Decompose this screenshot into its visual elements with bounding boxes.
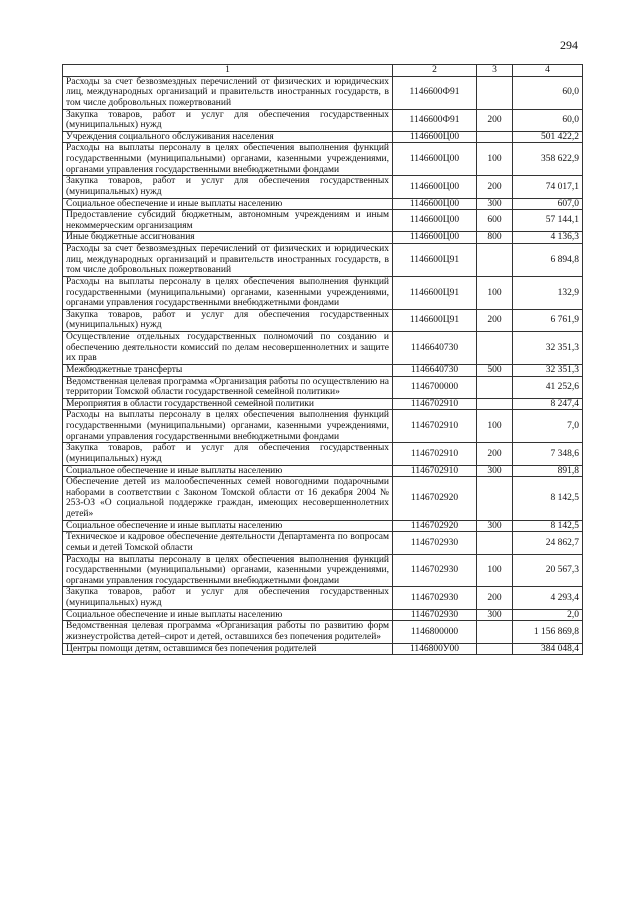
row-code-cell: 1146702930: [393, 532, 477, 554]
row-sum-cell: 60,0: [513, 76, 583, 109]
row-sum-cell: 132,9: [513, 276, 583, 309]
row-sum-cell: 384 048,4: [513, 643, 583, 655]
row-code-cell: 1146702910: [393, 443, 477, 465]
row-expense-type-cell: [477, 244, 513, 277]
row-code-cell: 1146600Ф91: [393, 76, 477, 109]
row-name-cell: Межбюджетные трансферты: [63, 364, 393, 376]
row-expense-type-cell: 300: [477, 609, 513, 621]
row-code-cell: 1146702930: [393, 554, 477, 587]
row-expense-type-cell: 200: [477, 443, 513, 465]
row-sum-cell: 20 567,3: [513, 554, 583, 587]
row-sum-cell: 607,0: [513, 198, 583, 210]
table-row: [63, 109, 583, 131]
row-sum-cell: 6 894,8: [513, 244, 583, 277]
row-name-cell: Закупка товаров, работ и услуг для обеспечения государственных (муниципальных) нужд: [63, 109, 393, 131]
row-code-cell: 1146640730: [393, 364, 477, 376]
row-expense-type-cell: 300: [477, 465, 513, 477]
table-row: [63, 309, 583, 331]
row-sum-cell: 8 247,4: [513, 398, 583, 410]
row-expense-type-cell: [477, 398, 513, 410]
row-expense-type-cell: [477, 131, 513, 143]
table-row: [63, 364, 583, 376]
row-name-cell: Социальное обеспечение и иные выплаты населению: [63, 520, 393, 532]
table-row: [63, 443, 583, 465]
row-sum-cell: 57 144,1: [513, 210, 583, 232]
table-row: [63, 176, 583, 198]
row-expense-type-cell: [477, 76, 513, 109]
row-name-cell: Закупка товаров, работ и услуг для обеспечения государственных (муниципальных) нужд: [63, 176, 393, 198]
row-expense-type-cell: 500: [477, 364, 513, 376]
row-name-cell: Осуществление отдельных государственных полномочий по созданию и обеспечению деятельности комиссий по делам несовершеннолетних и защите их прав: [63, 332, 393, 365]
row-sum-cell: 7,0: [513, 410, 583, 443]
row-expense-type-cell: 200: [477, 309, 513, 331]
table-row: [63, 621, 583, 643]
row-name-cell: Учреждения социального обслуживания населения: [63, 131, 393, 143]
row-code-cell: 1146600Ц00: [393, 198, 477, 210]
table-row: [63, 554, 583, 587]
row-expense-type-cell: 200: [477, 176, 513, 198]
row-code-cell: 1146702930: [393, 587, 477, 609]
row-code-cell: 1146600Ц00: [393, 143, 477, 176]
row-sum-cell: 2,0: [513, 609, 583, 621]
row-sum-cell: 32 351,3: [513, 332, 583, 365]
row-sum-cell: 4 136,3: [513, 232, 583, 244]
row-sum-cell: 4 293,4: [513, 587, 583, 609]
row-name-cell: Социальное обеспечение и иные выплаты населению: [63, 198, 393, 210]
row-code-cell: 1146800У00: [393, 643, 477, 655]
row-sum-cell: 74 017,1: [513, 176, 583, 198]
row-name-cell: Ведомственная целевая программа «Организация работы по осуществлению на территории Томской области государственной семейной политики»: [63, 376, 393, 398]
header-cell-code: 2: [393, 65, 477, 77]
row-code-cell: 1146702910: [393, 398, 477, 410]
row-name-cell: Закупка товаров, работ и услуг для обеспечения государственных (муниципальных) нужд: [63, 309, 393, 331]
table-row: [63, 477, 583, 521]
table-header-row: [63, 65, 583, 77]
row-name-cell: Социальное обеспечение и иные выплаты населению: [63, 465, 393, 477]
row-sum-cell: 501 422,2: [513, 131, 583, 143]
row-sum-cell: 60,0: [513, 109, 583, 131]
row-name-cell: Закупка товаров, работ и услуг для обеспечения государственных (муниципальных) нужд: [63, 443, 393, 465]
row-code-cell: 1146640730: [393, 332, 477, 365]
table-row: [63, 76, 583, 109]
row-expense-type-cell: [477, 376, 513, 398]
row-name-cell: Расходы за счет безвозмездных перечислений от физических и юридических лиц, международных организаций и правительств иностранных государств, в том числе добровольных пожертвований: [63, 244, 393, 277]
row-sum-cell: 8 142,5: [513, 477, 583, 521]
table-row: [63, 244, 583, 277]
header-cell-name: 1: [63, 65, 393, 77]
table-row: [63, 376, 583, 398]
row-expense-type-cell: 100: [477, 410, 513, 443]
table-row: [63, 198, 583, 210]
row-name-cell: Иные бюджетные ассигнования: [63, 232, 393, 244]
row-sum-cell: 41 252,6: [513, 376, 583, 398]
row-name-cell: Центры помощи детям, оставшимся без попечения родителей: [63, 643, 393, 655]
budget-table: [62, 64, 583, 655]
row-code-cell: 1146700000: [393, 376, 477, 398]
table-row: [63, 276, 583, 309]
row-expense-type-cell: [477, 477, 513, 521]
row-sum-cell: 891,8: [513, 465, 583, 477]
table-row: [63, 131, 583, 143]
row-name-cell: Расходы на выплаты персоналу в целях обеспечения выполнения функций государственными (муниципальными) органами, казенными учреждениями, органами управления государственными внебюджетными фондами: [63, 410, 393, 443]
row-code-cell: 1146600Ц00: [393, 210, 477, 232]
row-name-cell: Социальное обеспечение и иные выплаты населению: [63, 609, 393, 621]
row-code-cell: 1146600Ц91: [393, 309, 477, 331]
row-code-cell: 1146702910: [393, 410, 477, 443]
row-code-cell: 1146600Ц91: [393, 244, 477, 277]
row-sum-cell: 8 142,5: [513, 520, 583, 532]
row-name-cell: Обеспечение детей из малообеспеченных семей новогодними подарочными наборами в соответствии с Законом Томской области от 16 декабря 2004 № 253-ОЗ «О социальной поддержке граждан, имеющих несовершеннолетних детей»: [63, 477, 393, 521]
row-expense-type-cell: 100: [477, 554, 513, 587]
row-expense-type-cell: [477, 332, 513, 365]
row-name-cell: Ведомственная целевая программа «Организация работы по развитию форм жизнеустройства детей–сирот и детей, оставшихся без попечения родителей»: [63, 621, 393, 643]
table-row: [63, 532, 583, 554]
row-sum-cell: 6 761,9: [513, 309, 583, 331]
row-code-cell: 1146600Ц91: [393, 276, 477, 309]
row-sum-cell: 32 351,3: [513, 364, 583, 376]
row-name-cell: Предоставление субсидий бюджетным, автономным учреждениям и иным некоммерческим организациям: [63, 210, 393, 232]
row-expense-type-cell: 800: [477, 232, 513, 244]
row-code-cell: 1146600Ц00: [393, 131, 477, 143]
page-number: 294: [560, 38, 578, 52]
row-expense-type-cell: [477, 532, 513, 554]
row-code-cell: 1146600Ф91: [393, 109, 477, 131]
table-row: [63, 143, 583, 176]
row-sum-cell: 7 348,6: [513, 443, 583, 465]
table-row: [63, 643, 583, 655]
row-name-cell: Закупка товаров, работ и услуг для обеспечения государственных (муниципальных) нужд: [63, 587, 393, 609]
row-code-cell: 1146702930: [393, 609, 477, 621]
row-sum-cell: 1 156 869,8: [513, 621, 583, 643]
header-cell-type: 3: [477, 65, 513, 77]
row-expense-type-cell: 200: [477, 587, 513, 609]
row-code-cell: 1146600Ц00: [393, 232, 477, 244]
table-row: [63, 465, 583, 477]
table-row: [63, 410, 583, 443]
row-code-cell: 1146800000: [393, 621, 477, 643]
row-expense-type-cell: [477, 621, 513, 643]
row-expense-type-cell: 100: [477, 276, 513, 309]
table-row: [63, 609, 583, 621]
table-row: [63, 520, 583, 532]
table-row: [63, 398, 583, 410]
header-cell-sum: 4: [513, 65, 583, 77]
row-sum-cell: 358 622,9: [513, 143, 583, 176]
row-sum-cell: 24 862,7: [513, 532, 583, 554]
row-name-cell: Мероприятия в области государственной семейной политики: [63, 398, 393, 410]
row-name-cell: Техническое и кадровое обеспечение деятельности Департамента по вопросам семьи и детей Томской области: [63, 532, 393, 554]
row-expense-type-cell: 300: [477, 198, 513, 210]
row-expense-type-cell: [477, 643, 513, 655]
table-row: [63, 587, 583, 609]
table-row: [63, 232, 583, 244]
row-expense-type-cell: 100: [477, 143, 513, 176]
row-code-cell: 1146702920: [393, 520, 477, 532]
row-expense-type-cell: 200: [477, 109, 513, 131]
row-name-cell: Расходы за счет безвозмездных перечислений от физических и юридических лиц, международных организаций и правительств иностранных государств, в том числе добровольных пожертвований: [63, 76, 393, 109]
row-code-cell: 1146600Ц00: [393, 176, 477, 198]
row-code-cell: 1146702910: [393, 465, 477, 477]
row-name-cell: Расходы на выплаты персоналу в целях обеспечения выполнения функций государственными (муниципальными) органами, казенными учреждениями, органами управления государственными внебюджетными фондами: [63, 276, 393, 309]
row-name-cell: Расходы на выплаты персоналу в целях обеспечения выполнения функций государственными (муниципальными) органами, казенными учреждениями, органами управления государственными внебюджетными фондами: [63, 143, 393, 176]
row-expense-type-cell: 300: [477, 520, 513, 532]
table-row: [63, 210, 583, 232]
table-row: [63, 332, 583, 365]
row-expense-type-cell: 600: [477, 210, 513, 232]
row-code-cell: 1146702920: [393, 477, 477, 521]
row-name-cell: Расходы на выплаты персоналу в целях обеспечения выполнения функций государственными (муниципальными) органами, казенными учреждениями, органами управления государственными внебюджетными фондами: [63, 554, 393, 587]
